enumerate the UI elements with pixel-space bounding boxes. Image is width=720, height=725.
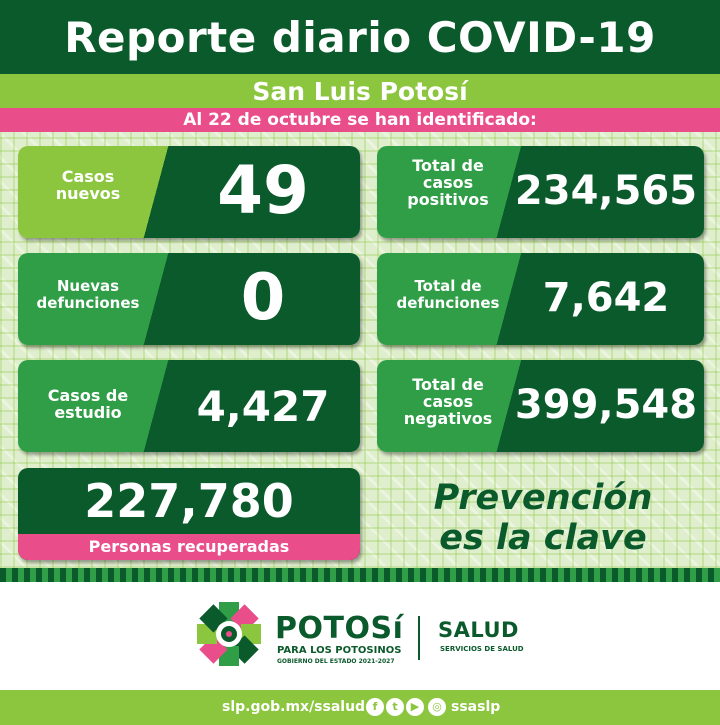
date-bar (0, 108, 720, 132)
footer-url-link[interactable]: slp.gob.mx/ssalud (222, 699, 366, 715)
region-bar (0, 74, 720, 108)
new-cases-card (18, 146, 360, 238)
slogan: Prevención es la clave (433, 478, 653, 558)
study-cases-value: 4,427 (196, 382, 330, 431)
salud-logo-text: SALUD (438, 618, 519, 642)
total-positive-label: Total de casos positivos (407, 156, 489, 209)
total-deaths-value: 7,642 (542, 275, 670, 321)
logo-divider (418, 616, 420, 660)
date-line: Al 22 de octubre se han identificado: (183, 110, 537, 130)
twitter-icon[interactable]: t (386, 698, 404, 716)
region-name: San Luis Potosí (252, 76, 468, 106)
new-deaths-label: Nuevas defunciones (36, 277, 140, 312)
total-positive-card (377, 146, 704, 238)
potosi-emblem-icon (193, 598, 265, 670)
new-cases-label: Casos nuevos (55, 167, 121, 203)
total-negative-label: Total de casos negativos (403, 375, 493, 428)
facebook-icon[interactable]: f (366, 698, 384, 716)
report-title: Reporte diario COVID-19 (64, 12, 656, 62)
total-deaths-card (377, 253, 704, 345)
new-cases-value: 49 (217, 152, 309, 229)
study-cases-label: Casos de estudio (47, 386, 129, 422)
new-deaths-value: 0 (240, 261, 286, 335)
instagram-icon[interactable]: ◎ (428, 698, 446, 716)
title-bar (0, 0, 720, 74)
social-handle: ssaslp (451, 699, 501, 715)
recovered-value: 227,780 (84, 474, 294, 528)
potosi-tagline: PARA LOS POTOSINOS (277, 645, 402, 656)
potosi-logo-text: POTOSí (275, 611, 404, 646)
recovered-card (18, 468, 360, 560)
salud-tagline: SERVICIOS DE SALUD (440, 645, 524, 653)
total-positive-value: 234,565 (514, 168, 698, 214)
total-negative-value: 399,548 (514, 382, 698, 428)
total-deaths-label: Total de defunciones (396, 277, 500, 312)
youtube-icon[interactable]: ▶ (406, 698, 424, 716)
potosi-government-line: GOBIERNO DEL ESTADO 2021-2027 (277, 658, 395, 665)
total-negative-card (377, 360, 704, 452)
new-deaths-card (18, 253, 360, 345)
study-cases-card (18, 360, 360, 452)
recovered-label: Personas recuperadas (18, 534, 360, 560)
pattern-divider (0, 568, 720, 582)
